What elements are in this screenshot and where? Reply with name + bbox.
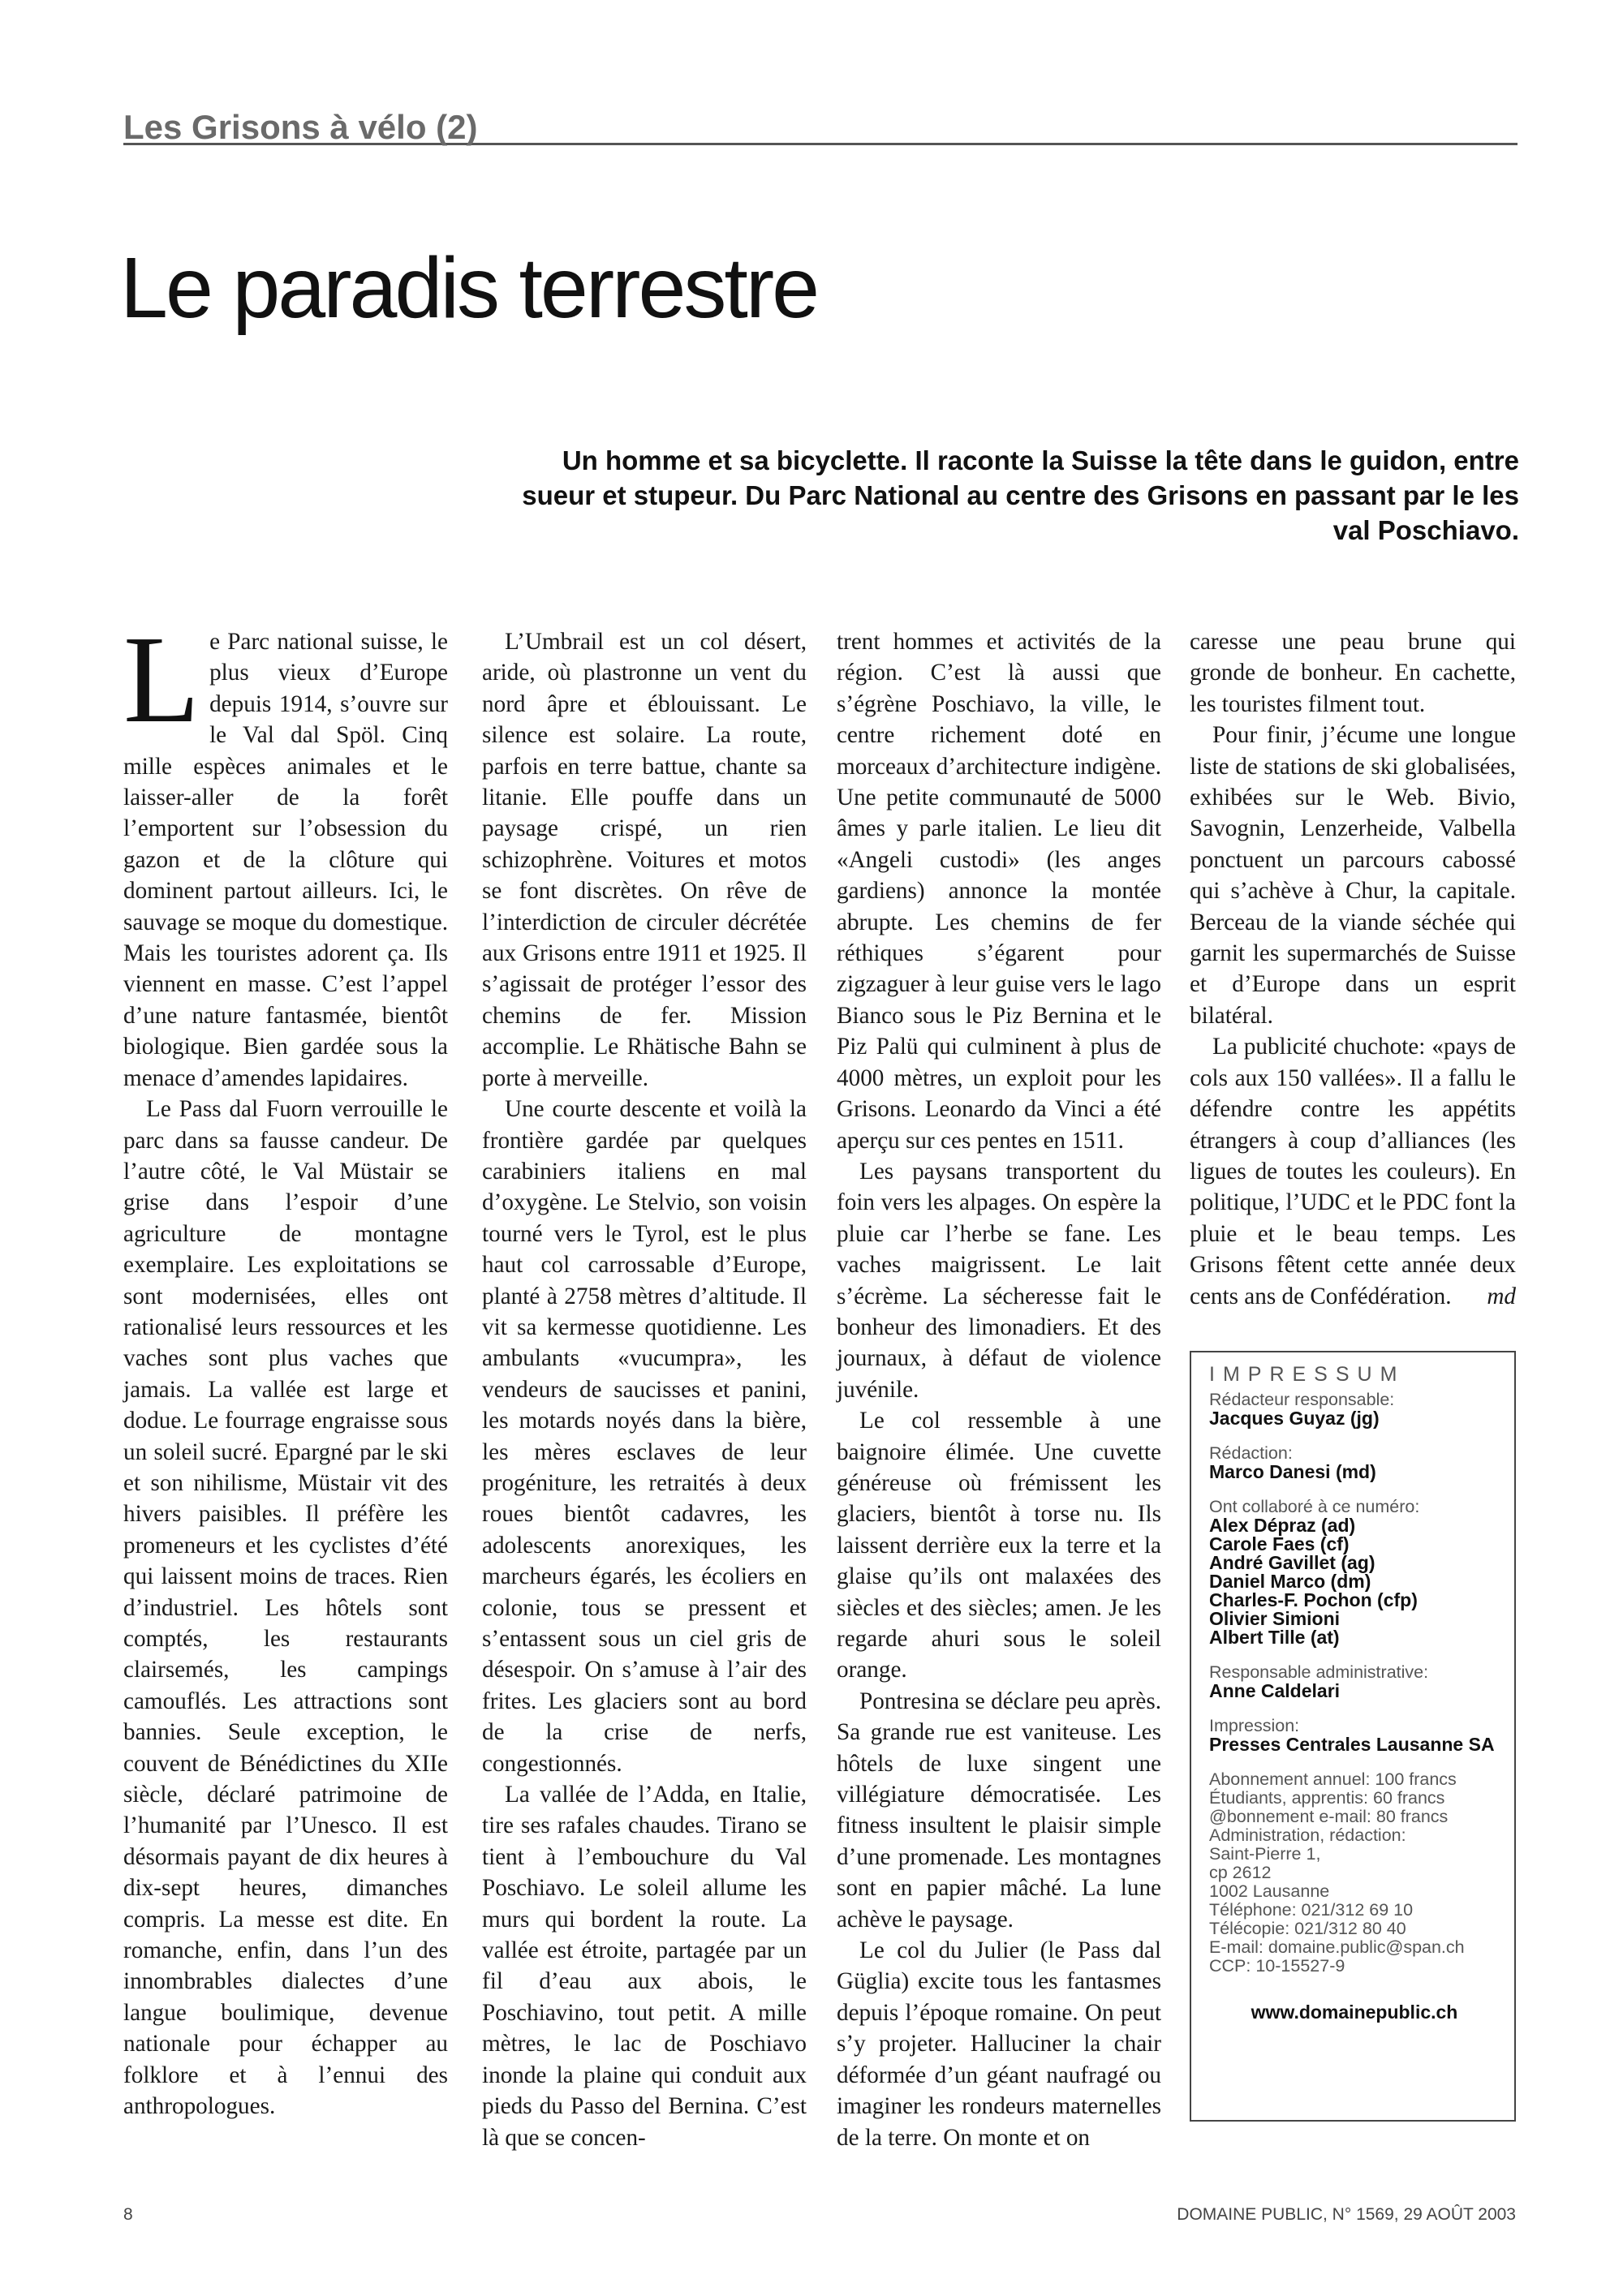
collaborator: André Gavillet (ag) [1209,1552,1375,1573]
paragraph: La publicité chuchote: «pays de cols aux 150 vallées». Il a fallu le défendre contre les appétits étrangers à coup d’alliances (les ligues de toutes les couleurs). En politique, l’UDC et le PDC font la pluie et le beau temps. Les Grisons fêtent cette année deux cents ans de Confédération. md [1190,1031,1516,1312]
collaborator: Olivier Simioni [1209,1608,1341,1629]
email-address: E-mail: domaine.public@span.ch [1209,1937,1465,1957]
author-signature: md [1487,1283,1516,1309]
article-column-2 [482,626,807,2153]
rubric-label: Les Grisons à vélo (2) [123,108,478,146]
website-link[interactable]: www.domainepublic.ch [1251,2001,1458,2023]
paragraph: Le col ressemble à une baignoire élimée. Une cuvette généreuse où frémissent les glaciers, bientôt à torse nu. Ils laissent derrière eux la terre et la glaise qu’ils ont malaxées des siècles et des siècles; amen. Je les regarde ahuri sous le soleil orange. [837,1408,1161,1683]
page-number: 8 [123,2205,133,2224]
rubric [123,105,1518,145]
collaborator: Albert Tille (at) [1209,1627,1340,1648]
impressum-admin: Responsable administrative: Anne Caldelari [1209,1662,1429,1701]
collaborator: Carole Faes (cf) [1209,1533,1350,1554]
impressum-heading: IMPRESSUM [1209,1363,1406,1386]
impressum-box [1190,1351,1516,2122]
paragraph: Une courte descente et voilà la frontière gardée par quelques carabiniers italiens en mal d’oxygène. Le Stelvio, son voisin tourné vers le Tyrol, est le plus haut col carrossable d’Europe, planté à 2758 mètres d’altitude. Il vit sa kermesse quotidienne. Les ambulants «vucumpra», les vendeurs de saucisses et panini, les motards noyés dans la bière, les mères esclaves de leur progéniture, les retraités à deux roues bientôt cadavres, les adolescents anorexiques, les marcheurs égarés, les écoliers en colonie, tous se pressent et s’entassent sous un ciel gris de désespoir. On s’amuse à l’air des frites. Les glaciers sont au bord de la crise de nerfs, congestionnés. [482,1096,807,1777]
paragraph: Pontresina se déclare peu après. Sa grande rue est vaniteuse. Les hôtels de luxe singent une villégiature démocratisée. Les fitness insultent le plaisir simple d’une promenade. Les montagnes sont en papier mâché. La lune achève le paysage. [837,1688,1161,1933]
impressum-editor: Rédacteur responsable: Jacques Guyaz (jg) [1209,1390,1395,1429]
article-column-3 [837,626,1161,2153]
collaborator: Daniel Marco (dm) [1209,1571,1371,1592]
collaborator: Alex Dépraz (ad) [1209,1515,1356,1536]
issue-info: DOMAINE PUBLIC, N° 1569, 29 AOÛT 2003 [1177,2205,1516,2224]
paragraph: Pour finir, j’écume une longue liste de stations de ski globalisées, exhibées sur le Web. Bivio, Savognin, Lenzerheide, Valbella ponctuent un parcours cabossé qui s’achève à Chur, la capitale. Berceau de la viande séchée qui garnit les supermarchés de Suisse et d’Europe dans un esprit bilatéral. [1190,722,1516,1029]
paragraph: trent hommes et activités de la région. C’est là aussi que s’égrène Poschiavo, la ville, le centre richement doté en morceaux d’architecture indigène. Une petite communauté de 5000 âmes y parle italien. Le lieu dit «Angeli custodi» (les anges gardiens) annonce la montée abrupte. Les chemins de fer réthiques s’égarent pour zigzaguer à leur guise vers le lago Bianco sous le Piz Bernina et le Piz Palü qui culminent à plus de 4000 mètres, un exploit pour les Grisons. Leonardo da Vinci a été aperçu sur ces pentes en 1511. [837,629,1161,1154]
impressum-printer: Impression: Presses Centrales Lausanne SA [1209,1716,1495,1755]
article-lede: Un homme et sa bicyclette. Il raconte la Suisse la tête dans le guidon, entre sueur et stupeur. Du Parc National au centre des Grisons en passant par le les val Poschiavo. [522,445,1519,545]
paragraph: Les paysans transportent du foin vers les alpages. On espère la pluie car l’herbe se fane. Les vaches maigrissent. Le lait s’écrème. La sécheresse fait le bonheur des limonadiers. Et des journaux, à défaut de violence juvénile. [837,1158,1161,1403]
paragraph: Le Pass dal Fuorn verrouille le parc dans sa fausse candeur. De l’autre côté, le Val Müstair se grise dans l’espoir d’une agriculture de montagne exemplaire. Les exploitations se sont modernisées, elles ont rationalisé leurs ressources et les vaches sont plus vaches que jamais. La vallée est large et dodue. Le fourrage engraisse sous un soleil sucré. Epargné par le ski et son nihilisme, Müstair vit des hivers paisibles. Il préfère les promeneurs et les cyclistes d’été qui laissent moins de traces. Rien d’industriel. Les hôtels sont comptés, les restaurants clairsemés, les campings camouflés. Les attractions sont bannies. Seule exception, le couvent de Bénédictines du XIIe siècle, déclaré patrimoine de l’humanité par l’Unesco. Il est désormais payant de dix heures à dix-sept heures, dimanches compris. La messe est dite. En romanche, enfin, dans l’un des innombrables dialectes d’une langue boulimique, devenue nationale pour échapper au folklore et à l’ennui des anthropologues. [123,1096,448,2120]
paragraph: La vallée de l’Adda, en Italie, tire ses rafales chaudes. Tirano se tient à l’embouchure du Val Poschiavo. Le soleil allume les murs qui bordent la route. La vallée est étroite, partagée par un fil d’eau aux abois, le Poschiavino, tout petit. A mille mètres, le lac de Poschiavo inonde la plaine qui conduit aux pieds du Passo del Bernina. C’est là que se concen- [482,1782,807,2151]
drop-cap: L [123,611,200,749]
paragraph: Le Parc national suisse, le plus vieux d’Europe depuis 1914, s’ouvre sur le Val dal Spöl. Cinq mille espèces animales et le laisser-aller de la forêt l’emportent sur l’obsession du gazon et de la clôture qui dominent partout ailleurs. Ici, le sauvage se moque du domestique. Mais les touristes adorent ça. Ils viennent en masse. C’est l’appel d’une nature fantasmée, bientôt biologique. Bien gardée sous la menace d’amendes lapidaires. [123,611,448,1091]
article-column-4 [1190,626,1516,1312]
collaborator: Charles-F. Pochon (cfp) [1209,1589,1418,1610]
article-column-1 [123,611,448,2122]
impressum-redaction: Rédaction: Marco Danesi (md) [1209,1443,1376,1482]
article-title: Le paradis terrestre [120,240,818,336]
paragraph: Le col du Julier (le Pass dal Güglia) excite tous les fantasmes depuis l’époque romaine. On peut s’y projeter. Halluciner la chair déformée d’un géant naufragé ou imaginer les rondeurs maternelles de la terre. On monte et on [837,1937,1161,2151]
paragraph: caresse une peau brune qui gronde de bonheur. En cachette, les touristes filment tout. [1190,629,1516,717]
paragraph: L’Umbrail est un col désert, aride, où plastronne un vent du nord âpre et éblouissant. Le silence est solaire. La route, parfois en terre battue, chante sa litanie. Elle pouffe dans un paysage crispé, un rien schizophrène. Voitures et motos se font discrètes. On rêve de l’interdiction de circuler décrétée aux Grisons entre 1911 et 1925. Il s’agissait de protéger l’essor des chemins de fer. Mission accomplie. Le Rhätische Bahn se porte à merveille. [482,629,807,1091]
impressum-details: Abonnement annuel: 100 francs Étudiants, apprentis: 60 francs @bonnement e-mail: 80 francs Administration, rédaction: Saint-Pierre 1, cp 2612 1002 Lausanne Téléphone: 021/312 69 10 Télécopie: 021/312 80 40 E-mail: domaine.public@span.ch CCP: 10-15527-9 [1209,1770,1500,1976]
impressum-collaborators: Ont collaboré à ce numéro: Alex Dépraz (ad) Carole Faes (cf) André Gavillet (ag) Daniel Marco (dm) Charles-F. Pochon (cfp) Olivier Simioni Albert Tille (at) [1209,1498,1500,1647]
